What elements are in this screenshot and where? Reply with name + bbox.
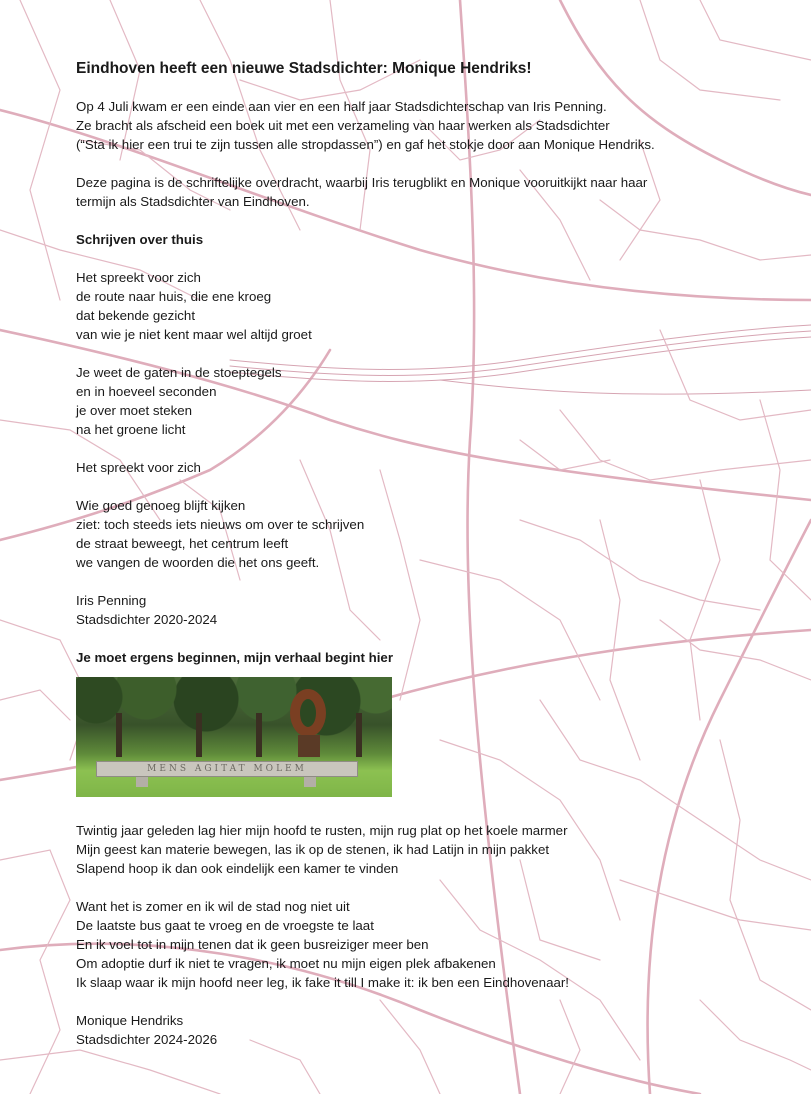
sculpture-photo [76,677,392,797]
poem-line: Het spreekt voor zich [76,270,201,285]
poem-line: De laatste bus gaat te vroeg en de vroegste te laat [76,918,374,933]
poem1-heading: Schrijven over thuis [76,232,204,247]
poem2-heading: Je moet ergens beginnen, mijn verhaal begint hier [76,650,393,665]
poem-line: En ik voel tot in mijn tenen dat ik geen busreiziger meer ben [76,937,429,952]
poem-line: Het spreekt voor zich [76,460,201,475]
poem-line: Mijn geest kan materie bewegen, las ik op de stenen, ik had Latijn in mijn pakket [76,842,550,857]
poem-line: Twintig jaar geleden lag hier mijn hoofd te rusten, mijn rug plat op het koele marmer [76,823,568,838]
poem-line: Om adoptie durf ik niet te vragen, ik moet nu mijn eigen plek afbakenen [76,956,496,971]
poem1-role: Stadsdichter 2020-2024 [76,612,218,627]
poem-line: Je weet de gaten in de stoeptegels [76,365,282,380]
ring-sculpture [290,689,326,737]
poem1-author: Iris Penning [76,593,147,608]
intro-line: Deze pagina is de schriftelijke overdracht, waarbij Iris terugblikt en Monique vooruitkijkt naar haar [76,175,648,190]
stone-bench-inscription: MENS AGITAT MOLEM [96,761,358,777]
poem-line: je over moet steken [76,403,193,418]
poem-line: van wie je niet kent maar wel altijd groet [76,327,312,342]
intro-line: (“Sta ik hier een trui te zijn tussen alle stropdassen”) en gaf het stokje door aan Monique Hendriks. [76,137,655,152]
page-title: Eindhoven heeft een nieuwe Stadsdichter: Monique Hendriks! [76,60,532,77]
intro-line: Op 4 Juli kwam er een einde aan vier en een half jaar Stadsdichterschap van Iris Penning. [76,99,607,114]
poem-line: ziet: toch steeds iets nieuws om over te schrijven [76,517,365,532]
intro-line: termijn als Stadsdichter van Eindhoven. [76,194,310,209]
poem-line: Ik slaap waar ik mijn hoofd neer leg, ik fake it till I make it: ik ben een Eindhovenaar! [76,975,569,990]
poem-line: en in hoeveel seconden [76,384,217,399]
poem-line: Slapend hoop ik dan ook eindelijk een kamer te vinden [76,861,399,876]
poem-line: we vangen de woorden die het ons geeft. [76,555,320,570]
poem2-author: Monique Hendriks [76,1013,184,1028]
poem-line: de straat beweegt, het centrum leeft [76,536,289,551]
poem-line: Want het is zomer en ik wil de stad nog niet uit [76,899,350,914]
poem2-role: Stadsdichter 2024-2026 [76,1032,218,1047]
article [76,58,776,1049]
poem-line: Wie goed genoeg blijft kijken [76,498,246,513]
poem-line: dat bekende gezicht [76,308,196,323]
intro-line: Ze bracht als afscheid een boek uit met een verzameling van haar werken als Stadsdichter [76,118,610,133]
poem-line: na het groene licht [76,422,186,437]
poem-line: de route naar huis, die ene kroeg [76,289,272,304]
tree-canopy [76,677,392,757]
